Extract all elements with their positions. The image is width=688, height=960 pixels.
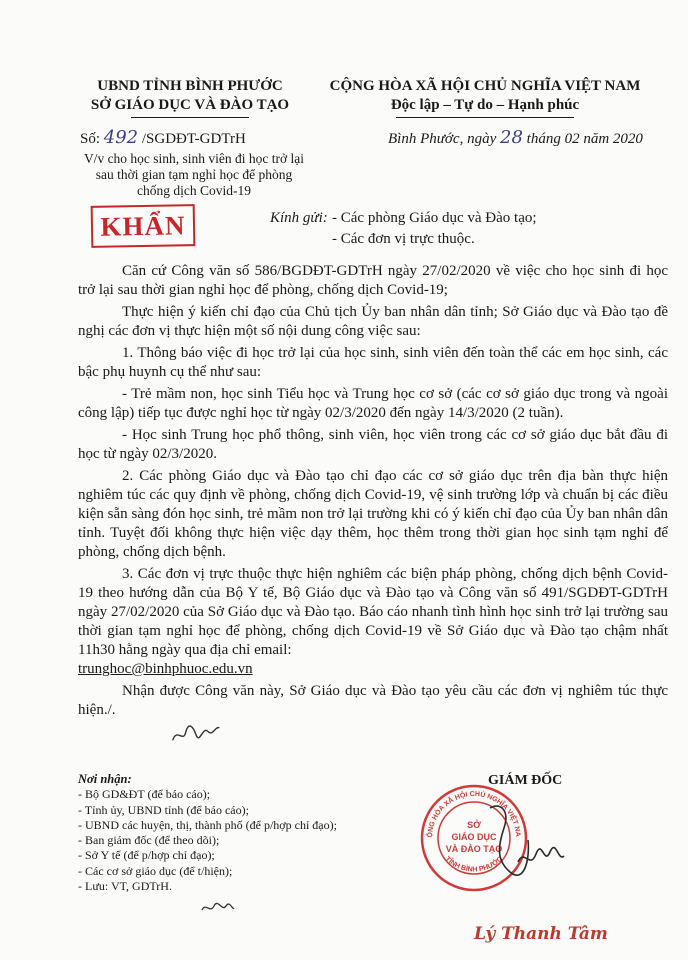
paragraph: 2. Các phòng Giáo dục và Đào tạo chỉ đạo các cơ sở giáo dục trên địa bàn thực hiện nghiêm túc các quy định về phòng, chống dịch Covid-19, vệ sinh trường lớp và chuẩn bị các điều kiện sẵn sàng đón học sinh, trẻ mầm non trở lại trường khi có ý kiến chỉ đạo của Ủy ban nhân dân tỉnh. Tuyệt đối không thực hiện việc dạy thêm, học thêm trong thời gian học sinh tạm nghỉ để phòng, chống dịch bệnh. (78, 468, 668, 560)
noi-nhan-item: - Lưu: VT, GDTrH. (78, 879, 172, 894)
email-link[interactable]: trunghoc@binhphuoc.edu.vn (78, 661, 253, 677)
body-text (78, 262, 668, 723)
subject-line: chống dịch Covid-19 (137, 183, 251, 198)
paragraph: Căn cứ Công văn số 586/BGDĐT-GDTrH ngày 27/02/2020 về việc cho học sinh đi học trở lại sau thời gian nghỉ học để phòng, chống dịch Covid-19; (78, 263, 668, 298)
doc-number-prefix: Số: (80, 131, 101, 147)
urgent-stamp: KHẨN (91, 204, 196, 248)
date-day-handwritten: 28 (500, 127, 523, 148)
doc-number-handwritten: 492 (103, 127, 139, 148)
date-prefix: Bình Phước, ngày (388, 131, 497, 147)
signer-title: GIÁM ĐỐC (488, 773, 563, 788)
svg-text:VÀ ĐÀO TẠO: VÀ ĐÀO TẠO (445, 844, 503, 854)
subject-line: sau thời gian tạm nghỉ học để phòng (95, 167, 293, 182)
initial-signature (168, 718, 223, 751)
header-left (60, 77, 320, 118)
header-right-rule (396, 117, 574, 118)
date-suffix: tháng 02 năm 2020 (526, 131, 643, 147)
noi-nhan-item: - Ban giám đốc (để theo dõi); (78, 833, 220, 848)
paragraph: Thực hiện ý kiến chỉ đạo của Chủ tịch Ủy ban nhân dân tỉnh; Sở Giáo dục và Đào tạo đề nghị các đơn vị thực hiện một số nội dung công việc sau: (78, 304, 668, 339)
email-line (78, 660, 668, 679)
signature-scribble (470, 800, 570, 900)
paragraph: 3. Các đơn vị trực thuộc thực hiện nghiêm các biện pháp phòng, chống dịch bệnh Covid-19 theo hướng dẫn của Bộ Y tế, Bộ Giáo dục và Đào tạo và Công văn số 491/SGDĐT-GDTrH ngày 27/02/2020 của Sở Giáo dục và Đào tạo. Báo cáo nhanh tình hình học sinh trở lại trường sau thời gian tạm nghỉ học để phòng, chống dịch Covid-19 về Sở Giáo dục và Đào tạo chậm nhất 11h30 hằng ngày qua địa chỉ email: (78, 566, 668, 658)
signer-name: Lý Thanh Tâm (474, 924, 608, 944)
recipient-item: - Các đơn vị trực thuộc. (332, 231, 475, 247)
initial-signature-small (200, 900, 236, 920)
paragraph: - Trẻ mầm non, học sinh Tiểu học và Trung học cơ sở (các cơ sở giáo dục trong và ngoài công lập) tiếp tục được nghỉ học từ ngày 02/3/2020 đến ngày 14/3/2020 (2 tuần). (78, 386, 668, 421)
subject-block (78, 151, 310, 199)
noi-nhan-item: - Bộ GD&ĐT (để báo cáo); (78, 787, 211, 802)
paragraph: 1. Thông báo việc đi học trở lại của học sinh, sinh viên đến toàn thể các em học sinh, các bậc phụ huynh cụ thể như sau: (78, 345, 668, 380)
noi-nhan-block (78, 772, 337, 894)
doc-number-suffix: /SGDĐT-GDTrH (141, 131, 246, 147)
svg-text:TỈNH BÌNH PHƯỚC: TỈNH BÌNH PHƯỚC (443, 855, 505, 874)
noi-nhan-item: - Sở Y tế (để p/hợp chỉ đạo); (78, 848, 215, 863)
header-left-line1: UBND TỈNH BÌNH PHƯỚC (97, 78, 283, 94)
header-right-line2: Độc lập – Tự do – Hạnh phúc (390, 97, 580, 113)
svg-text:GIÁO DỤC: GIÁO DỤC (451, 832, 497, 842)
header-right (320, 77, 650, 118)
header-left-line2: SỞ GIÁO DỤC VÀ ĐÀO TẠO (90, 97, 290, 113)
header-right-line1: CỘNG HÒA XÃ HỘI CHỦ NGHĨA VIỆT NAM (329, 78, 641, 94)
subject-line: V/v cho học sinh, sinh viên đi học trở lại (83, 151, 305, 166)
document-date (388, 127, 643, 148)
paragraph: - Học sinh Trung học phổ thông, sinh viên, học viên trong các cơ sở giáo dục bắt đầu đi học từ ngày 02/3/2020. (78, 427, 668, 462)
svg-text:CỘNG HÒA XÃ HỘI CHỦ NGHĨA VIỆT: ỘNG HÒA XÃ HỘI CHỦ NGHĨA VIỆT NA (426, 790, 522, 838)
noi-nhan-item: - Tỉnh ủy, UBND tỉnh (để báo cáo); (78, 802, 249, 817)
paragraph: Nhận được Công văn này, Sở Giáo dục và Đào tạo yêu cầu các đơn vị nghiêm túc thực hiện./. (78, 683, 668, 718)
recipient-item: - Các phòng Giáo dục và Đào tạo; (332, 210, 537, 226)
noi-nhan-item: - UBND các huyện, thị, thành phố (để p/hợp chỉ đạo); (78, 817, 337, 832)
svg-text:SỞ: SỞ (467, 820, 481, 830)
document-number (80, 127, 246, 148)
noi-nhan-title: Nơi nhận: (78, 772, 132, 786)
noi-nhan-item: - Các cơ sở giáo dục (để t/hiện); (78, 863, 233, 878)
header-left-rule (131, 117, 249, 118)
kinh-gui-label: Kính gửi: (270, 210, 328, 226)
